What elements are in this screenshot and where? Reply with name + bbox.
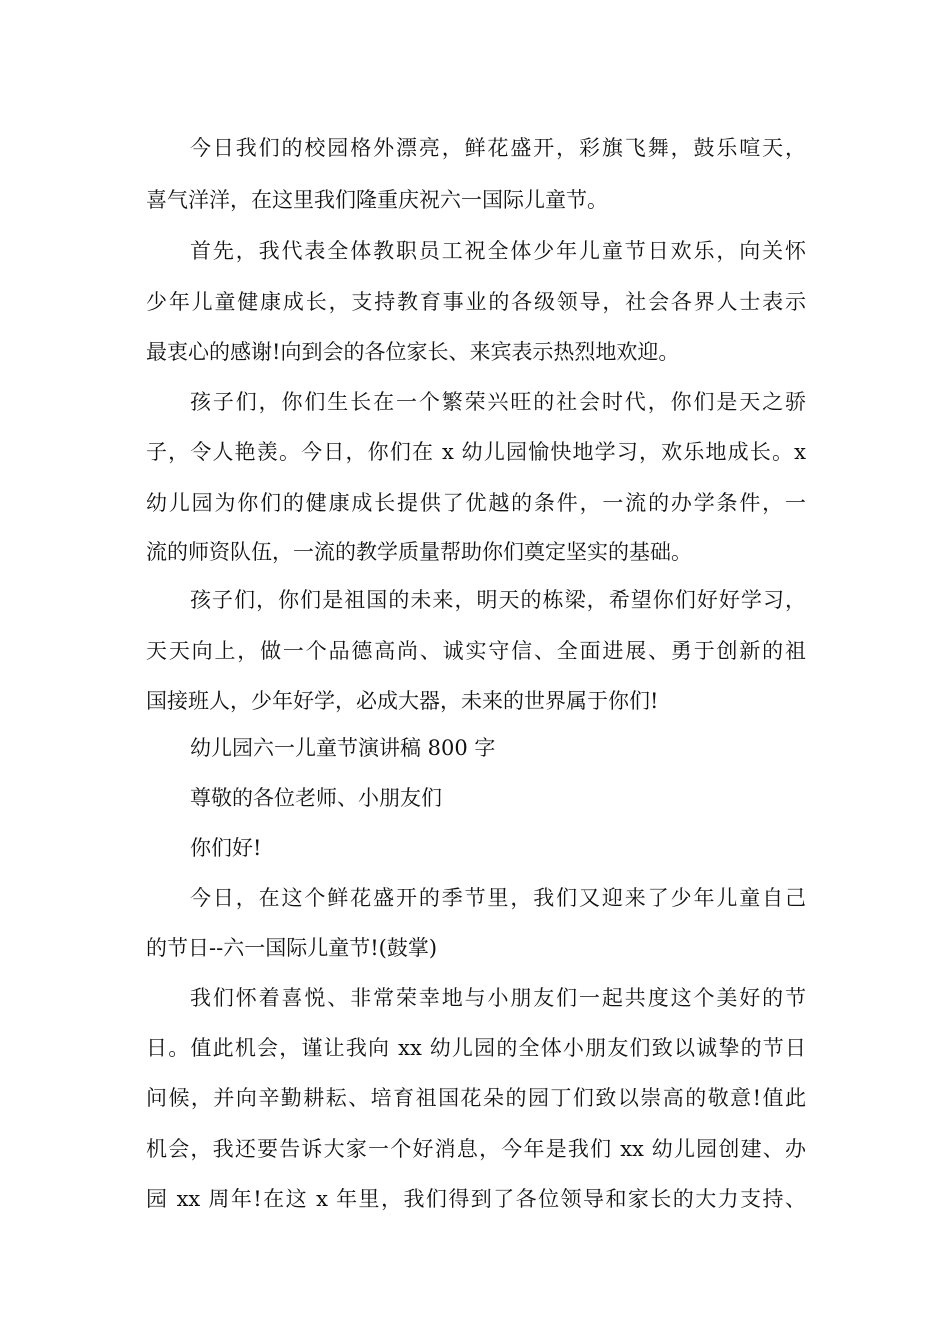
text-line: 流的师资队伍，一流的教学质量帮助你们奠定坚实的基础。 <box>146 540 692 564</box>
text-line: 天天向上，做一个品德高尚、诚实守信、全面进展、勇于创新的祖 <box>146 639 806 663</box>
text-line: 日。值此机会，谨让我向 xx 幼儿园的全体小朋友们致以诚挚的节日 <box>146 1036 806 1060</box>
section-heading: 幼儿园六一儿童节演讲稿 800 字 <box>190 736 496 760</box>
text-line: 国接班人，少年好学，必成大器，未来的世界属于你们! <box>146 689 659 713</box>
text-line: 孩子们，你们是祖国的未来，明天的栋梁，希望你们好好学习， <box>190 588 806 612</box>
text-line: 少年儿童健康成长，支持教育事业的各级领导，社会各界人士表示 <box>146 290 806 314</box>
text-line: 今日，在这个鲜花盛开的季节里，我们又迎来了少年儿童自己 <box>190 886 806 910</box>
greeting: 你们好! <box>190 836 262 860</box>
text-line: 孩子们，你们生长在一个繁荣兴旺的社会时代，你们是天之骄 <box>190 390 806 414</box>
text-line: 首先，我代表全体教职员工祝全体少年儿童节日欢乐，向关怀 <box>190 239 806 263</box>
text-line: 问候，并向辛勤耕耘、培育祖国花朵的园丁们致以崇高的敬意!值此 <box>146 1086 806 1110</box>
text-line: 园 xx 周年!在这 x 年里，我们得到了各位领导和家长的大力支持、 <box>146 1187 806 1211</box>
text-line: 今日我们的校园格外漂亮，鲜花盛开，彩旗飞舞，鼓乐喧天， <box>190 136 806 160</box>
text-line: 机会，我还要告诉大家一个好消息，今年是我们 xx 幼儿园创建、办 <box>146 1137 806 1161</box>
text-line: 的节日--六一国际儿童节!(鼓掌) <box>146 936 438 960</box>
salutation: 尊敬的各位老师、小朋友们 <box>190 786 442 810</box>
text-line: 我们怀着喜悦、非常荣幸地与小朋友们一起共度这个美好的节 <box>190 986 806 1010</box>
text-line: 子，令人艳羡。今日，你们在 x 幼儿园愉快地学习，欢乐地成长。x <box>146 440 806 464</box>
text-line: 幼儿园为你们的健康成长提供了优越的条件，一流的办学条件，一 <box>146 491 806 515</box>
text-line: 喜气洋洋，在这里我们隆重庆祝六一国际儿童节。 <box>146 188 608 212</box>
text-line: 最衷心的感谢!向到会的各位家长、来宾表示热烈地欢迎。 <box>146 340 680 364</box>
